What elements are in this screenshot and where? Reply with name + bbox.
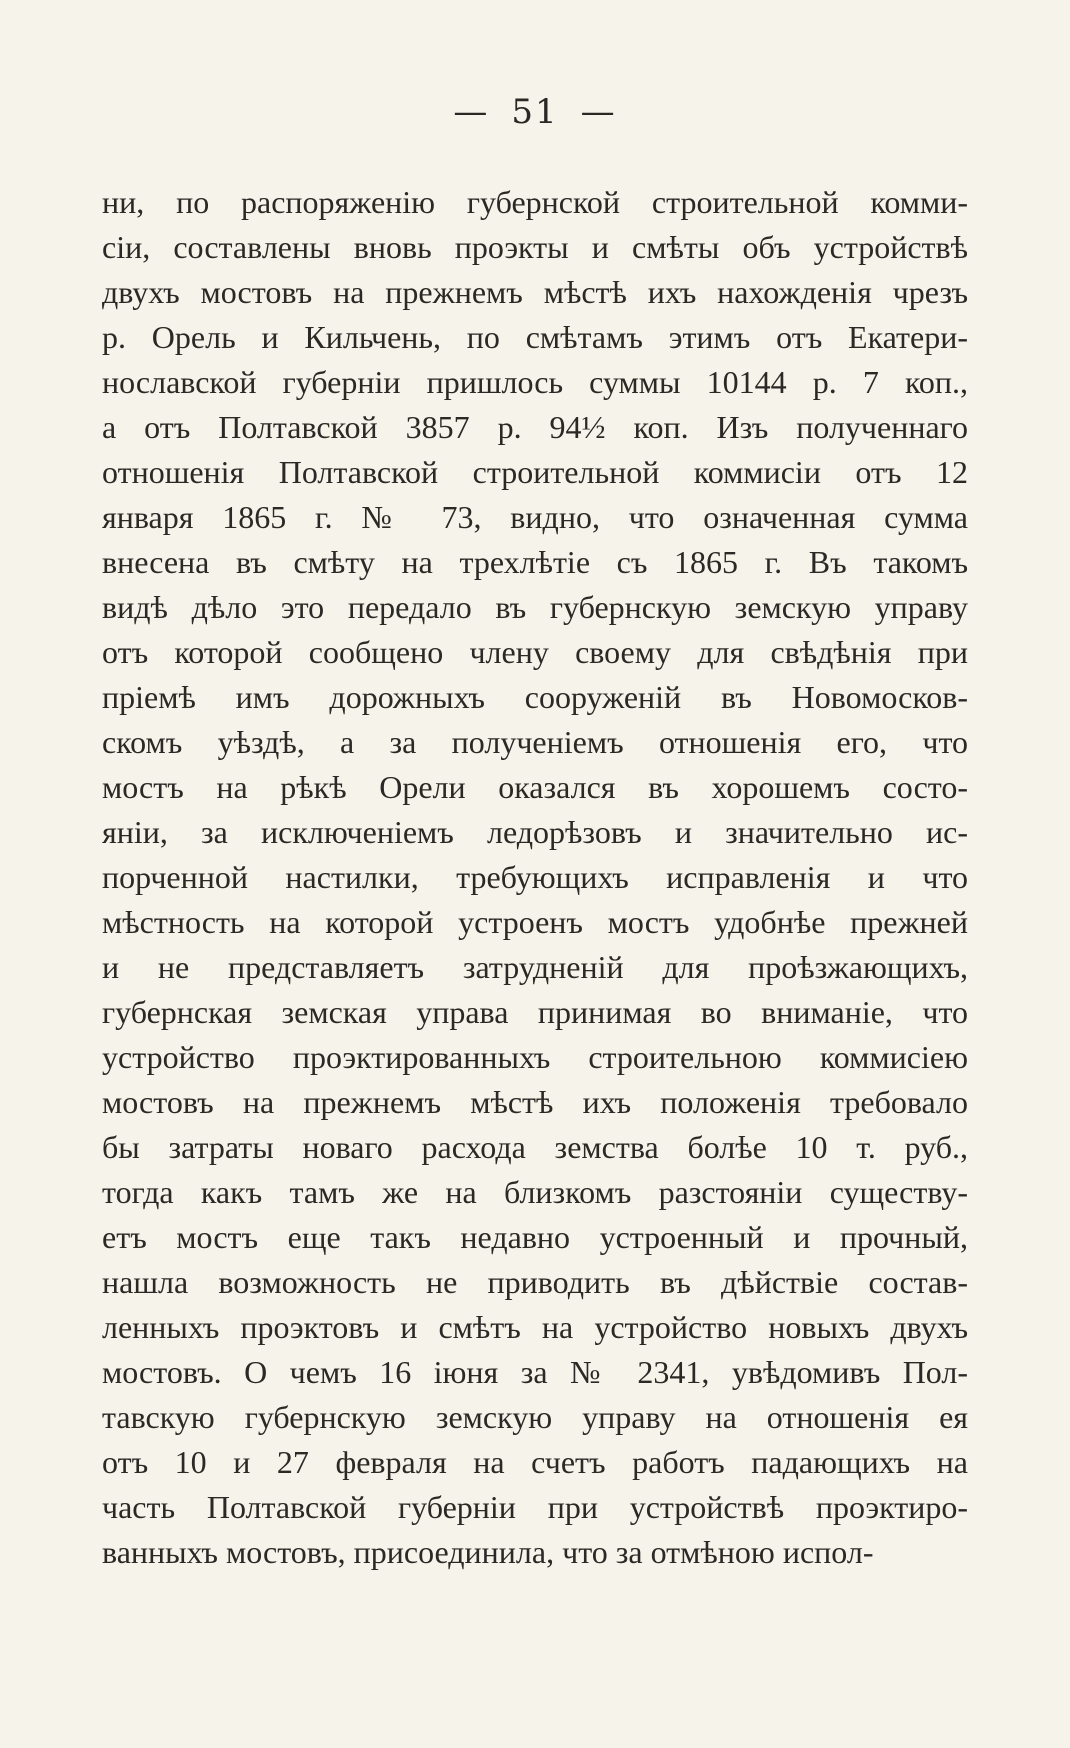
text-line: бы затраты новаго расхода земства болѣе 10 т. руб.,: [102, 1129, 968, 1165]
text-line: двухъ мостовъ на прежнемъ мѣстѣ ихъ нахожденія чрезъ: [102, 274, 968, 310]
text-line: скомъ уѣздѣ, а за полученіемъ отношенія его, что: [102, 724, 968, 760]
text-line: ни, по распоряженію губернской строительной комми-: [102, 184, 968, 220]
text-line: января 1865 г. № 73, видно, что означенная сумма: [102, 499, 968, 535]
text-line: мостъ на рѣкѣ Орели оказался въ хорошемъ состо-: [102, 769, 968, 805]
text-line: порченной настилки, требующихъ исправленія и что: [102, 859, 968, 895]
text-line: отношенія Полтавской строительной коммисіи отъ 12: [102, 454, 968, 490]
page-number-dash-left: —: [453, 92, 490, 132]
text-line: внесена въ смѣту на трехлѣтіе съ 1865 г. Въ такомъ: [102, 544, 968, 580]
text-line: мѣстность на которой устроенъ мостъ удобнѣе прежней: [102, 904, 968, 940]
text-line: нославской губерніи пришлось суммы 10144 р. 7 коп.,: [102, 364, 968, 400]
text-line: ванныхъ мостовъ, присоединила, что за отмѣною испол-: [102, 1534, 874, 1570]
body-text: [102, 180, 968, 1575]
text-line: р. Орель и Кильчень, по смѣтамъ этимъ отъ Екатери-: [102, 319, 968, 355]
text-line: отъ 10 и 27 февраля на счетъ работъ падающихъ на: [102, 1444, 968, 1480]
text-line: етъ мостъ еще такъ недавно устроенный и прочный,: [102, 1219, 968, 1255]
text-line: тогда какъ тамъ же на близкомъ разстояніи существу-: [102, 1174, 968, 1210]
text-line: нашла возможность не приводить въ дѣйствіе состав-: [102, 1264, 968, 1300]
text-line: отъ которой сообщено члену своему для свѣдѣнія при: [102, 634, 968, 670]
page-number-dash-right: —: [580, 92, 617, 132]
text-line: и не представляетъ затрудненій для проѣзжающихъ,: [102, 949, 968, 985]
text-line: пріемѣ имъ дорожныхъ сооруженій въ Новомосков-: [102, 679, 968, 715]
page-number: [0, 92, 1070, 132]
text-line: устройство проэктированныхъ строительною коммисіею: [102, 1039, 968, 1075]
text-line: тавскую губернскую земскую управу на отношенія ея: [102, 1399, 968, 1435]
text-line: сіи, составлены вновь проэкты и смѣты объ устройствѣ: [102, 229, 968, 265]
text-line: ленныхъ проэктовъ и смѣтъ на устройство новыхъ двухъ: [102, 1309, 968, 1345]
page-number-value: 51: [511, 92, 559, 132]
text-line: мостовъ на прежнемъ мѣстѣ ихъ положенія требовало: [102, 1084, 968, 1120]
text-line: видѣ дѣло это передало въ губернскую земскую управу: [102, 589, 968, 625]
text-line: губернская земская управа принимая во вниманіе, что: [102, 994, 968, 1030]
text-line: яніи, за исключеніемъ ледорѣзовъ и значительно ис-: [102, 814, 968, 850]
text-line: мостовъ. О чемъ 16 іюня за № 2341, увѣдомивъ Пол-: [102, 1354, 968, 1390]
text-line: а отъ Полтавской 3857 р. 94½ коп. Изъ полученнаго: [102, 409, 968, 445]
text-line: часть Полтавской губерніи при устройствѣ проэктиро-: [102, 1489, 968, 1525]
